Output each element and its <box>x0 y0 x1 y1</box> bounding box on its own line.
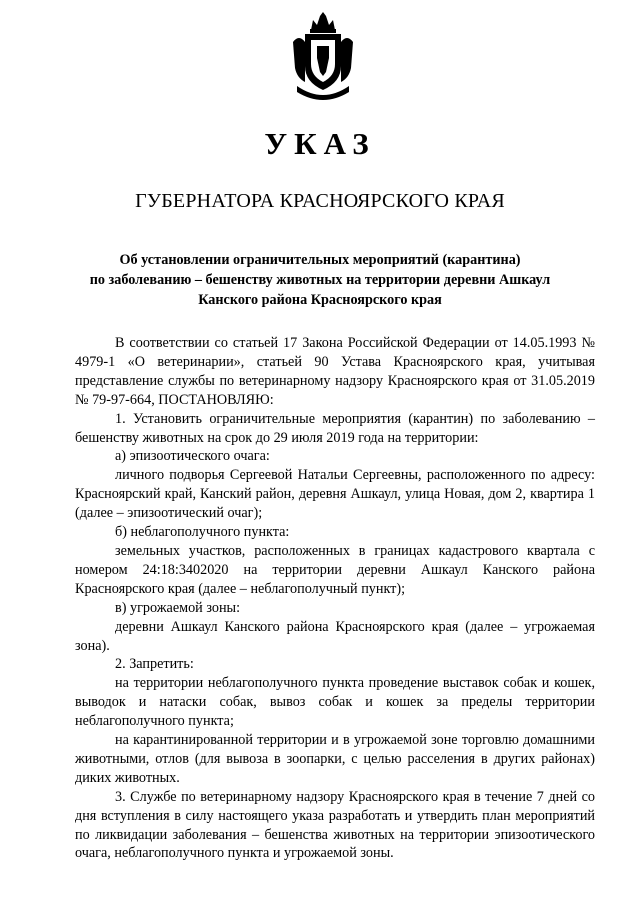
sub-clause-v-heading: в) угрожаемой зоны: <box>115 599 241 616</box>
subject-line: по заболеванию – бешенству животных на территории деревни Ашкаул <box>89 272 551 288</box>
document-subject <box>60 250 580 310</box>
clause-1: 1. Установить ограничительные мероприятия (карантин) по заболеванию – бешенству животных на срок до 29 июля 2019 года на территории: <box>75 410 595 446</box>
document-body <box>75 334 595 863</box>
sub-clause-b-heading: б) неблагополучного пункта: <box>115 524 290 541</box>
subject-line: Канского района Красноярского края <box>198 292 442 308</box>
clause-3: 3. Службе по ветеринарному надзору Красноярского края в течение 7 дней со дня вступления в силу настоящего указа разработать и утвердить план мероприятий по ликвидации заболевания – бешенства животных на территории эпизоотического очага, неблагополучного пункта и угрожаемой зоны. <box>75 788 595 862</box>
sub-clause-a-text: личного подворья Сергеевой Натальи Сергеевны, расположенного по адресу: Красноярский край, Канский район, деревня Ашкаул, улица Новая, дом 2, квартира 1 (далее – эпизоотический очаг); <box>75 467 595 522</box>
document-title: УКАЗ <box>264 126 376 161</box>
subject-line: Об установлении ограничительных мероприятий (карантина) <box>119 252 521 268</box>
coat-of-arms-icon <box>291 12 355 100</box>
preamble-paragraph: В соответствии со статьей 17 Закона Российской Федерации от 14.05.1993 № 4979-1 «О ветеринарии», статьей 90 Устава Красноярского края, учитывая представление службы по ветеринарному надзору Красноярского края от 31.05.2019 № 79-97-664, ПОСТАНОВЛЯЮ: <box>75 335 595 408</box>
clause-2: 2. Запретить: <box>115 656 194 673</box>
document-issuer: ГУБЕРНАТОРА КРАСНОЯРСКОГО КРАЯ <box>135 190 505 212</box>
sub-clause-a-heading: а) эпизоотического очага: <box>115 448 270 465</box>
clause-2-item-1: на территории неблагополучного пункта проведение выставок собак и кошек, выводок и натаски собак, вывоз собак и кошек за пределы территории неблагополучного пункта; <box>75 675 595 730</box>
clause-2-item-2: на карантинированной территории и в угрожаемой зоне торговлю домашними животными, отлов (для вывоза в зоопарки, с целью расселения в других районах) диких животных. <box>75 732 595 786</box>
sub-clause-v-text: деревни Ашкаул Канского района Красноярского края (далее – угрожаемая зона). <box>75 618 595 654</box>
sub-clause-b-text: земельных участков, расположенных в границах кадастрового квартала с номером 24:18:3402020 на территории деревни Ашкаул Канского района Красноярского края (далее – неблагополучный пункт); <box>75 542 595 597</box>
